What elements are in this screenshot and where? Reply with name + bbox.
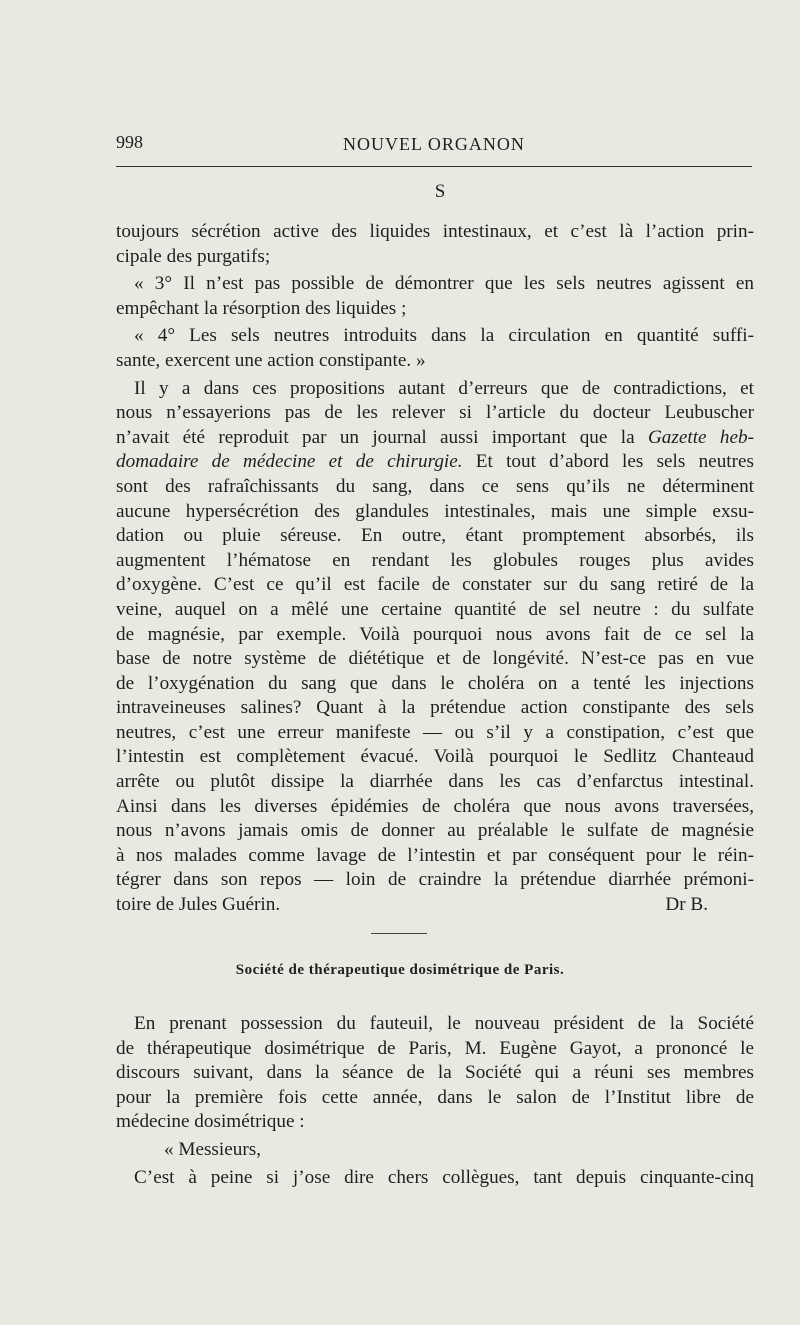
text-line <box>116 745 754 770</box>
text-span: d’oxygène. C’est ce qu’il est facile de constater sur du sang retiré de la <box>116 574 754 596</box>
paragraph <box>116 324 754 349</box>
text-line <box>116 450 754 475</box>
running-title: NOUVEL ORGANON <box>343 134 525 154</box>
paragraph <box>116 220 754 245</box>
text-line <box>116 795 754 820</box>
journal-title: Gazette heb- <box>647 426 754 448</box>
text-span: discours suivant, dans la séance de la Société qui a réuni ses membres <box>116 1062 754 1084</box>
article-body <box>116 220 754 918</box>
text-span: pour la première fois cette année, dans le salon de l’Institut libre de <box>116 1086 754 1108</box>
text-line: toujours sécrétion active des liquides intestinaux, et c’est là l’action prin- <box>116 221 754 242</box>
text-line <box>116 1037 754 1062</box>
text-line <box>116 524 754 549</box>
text-span: En prenant possession du fauteuil, le nouveau président de la Société <box>134 1013 754 1034</box>
text-line <box>116 1110 754 1135</box>
text-span: aucune hypersécrétion des glandules intestinales, mais une simple exsu- <box>116 500 754 522</box>
paragraph <box>116 349 754 374</box>
text-line <box>116 672 754 697</box>
text-span: C’est à peine si j’ose dire chers collègues, tant depuis cinquante-cinq <box>134 1166 754 1188</box>
text-line <box>116 819 754 844</box>
text-span: tégrer dans son repos — loin de craindre la prétendue diarrhée prémoni- <box>116 869 754 891</box>
text-line: empêchant la résorption des liquides ; <box>116 297 407 319</box>
paragraph <box>116 272 754 297</box>
text-span: n’avait été reproduit par un journal aussi important que la <box>116 426 648 448</box>
text-span: nous n’avons jamais omis de donner au préalable le sulfate de magnésie <box>116 820 754 842</box>
text-line <box>116 1086 754 1111</box>
text-span: base de notre système de diététique et de longévité. N’est-ce pas en vue <box>116 648 754 670</box>
text-line: sante, exercent une action constipante. » <box>116 349 426 371</box>
text-line <box>116 647 754 672</box>
text-line <box>116 598 754 623</box>
text-span: de magnésie, par exemple. Voilà pourquoi nous avons fait de ce sel la <box>116 623 754 645</box>
society-heading: Société de thérapeutique dosimétrique de Paris. <box>235 962 565 978</box>
text-line: « 3° Il n’est pas possible de démontrer que les sels neutres agissent en <box>134 273 754 295</box>
text-line <box>116 475 754 500</box>
text-span: toire de Jules Guérin. <box>116 894 281 916</box>
header-rule <box>116 166 752 167</box>
text-span: Et tout d’abord les sels neutres <box>462 451 754 473</box>
page-header <box>116 132 754 158</box>
text-span: de thérapeutique dosimétrique de Paris, M. Eugène Gayot, a prononcé le <box>116 1037 754 1059</box>
text-line <box>116 1061 754 1086</box>
paragraph <box>116 297 754 322</box>
text-line <box>116 401 754 426</box>
signoff-line <box>116 893 754 918</box>
text-span: de l’oxygénation du sang que dans le choléra on a tenté les injections <box>116 672 754 694</box>
text-line <box>116 868 754 893</box>
text-line <box>116 1166 754 1191</box>
text-span: veine, auquel on a mêlé une certaine quantité de sel neutre : du sulfate <box>116 598 754 620</box>
signature: Dr B. <box>665 894 708 916</box>
article-body-2 <box>116 1012 754 1190</box>
text-span: dation ou pluie séreuse. En outre, étant promptement absorbés, ils <box>116 525 754 547</box>
text-span: sont des rafraîchissants du sang, dans ce sens qu’ils ne déterminent <box>116 475 754 497</box>
text-line: cipale des purgatifs; <box>116 245 271 267</box>
text-span: neutres, c’est une erreur manifeste — ou s’il y a constipation, c’est que <box>116 721 754 743</box>
text-span: augmentent l’hématose en rendant les globules rouges plus avides <box>116 549 754 571</box>
text-line <box>116 770 754 795</box>
paragraph <box>116 245 754 270</box>
journal-title: domadaire de médecine et de chirurgie. <box>116 451 463 473</box>
text-span: intraveineuses salines? Quant à la prétendue action constipante des sels <box>116 697 754 719</box>
text-span: Ainsi dans les diverses épidémies de choléra que nous avons traversées, <box>116 795 754 817</box>
text-line: « 4° Les sels neutres introduits dans la circulation en quantité suffi- <box>134 325 754 347</box>
text-line <box>116 426 754 451</box>
text-span: arrête ou plutôt dissipe la diarrhée dans les cas d’enfarctus intestinal. <box>116 771 754 793</box>
text-line <box>116 623 754 648</box>
text-line <box>116 573 754 598</box>
text-line <box>116 696 754 721</box>
text-span: à nos malades comme lavage de l’intestin et par conséquent pour le réin- <box>116 844 754 866</box>
text-line <box>116 721 754 746</box>
section-divider <box>371 933 427 934</box>
text-line <box>116 549 754 574</box>
salutation: « Messieurs, <box>164 1138 261 1160</box>
text-line <box>116 500 754 525</box>
text-span: nous n’essayerions pas de les relever si l’article du docteur Leubuscher <box>116 402 754 424</box>
section-letter: S <box>434 181 446 202</box>
text-span: médecine dosimétrique : <box>116 1111 305 1133</box>
page-number: 998 <box>116 132 143 152</box>
text-span: l’intestin est complètement évacué. Voilà pourquoi le Sedlitz Chanteaud <box>116 746 754 768</box>
paragraph <box>116 377 754 402</box>
text-line <box>116 844 754 869</box>
text-line: Il y a dans ces propositions autant d’erreurs que de contradictions, et <box>134 377 754 399</box>
text-line <box>116 1012 754 1037</box>
